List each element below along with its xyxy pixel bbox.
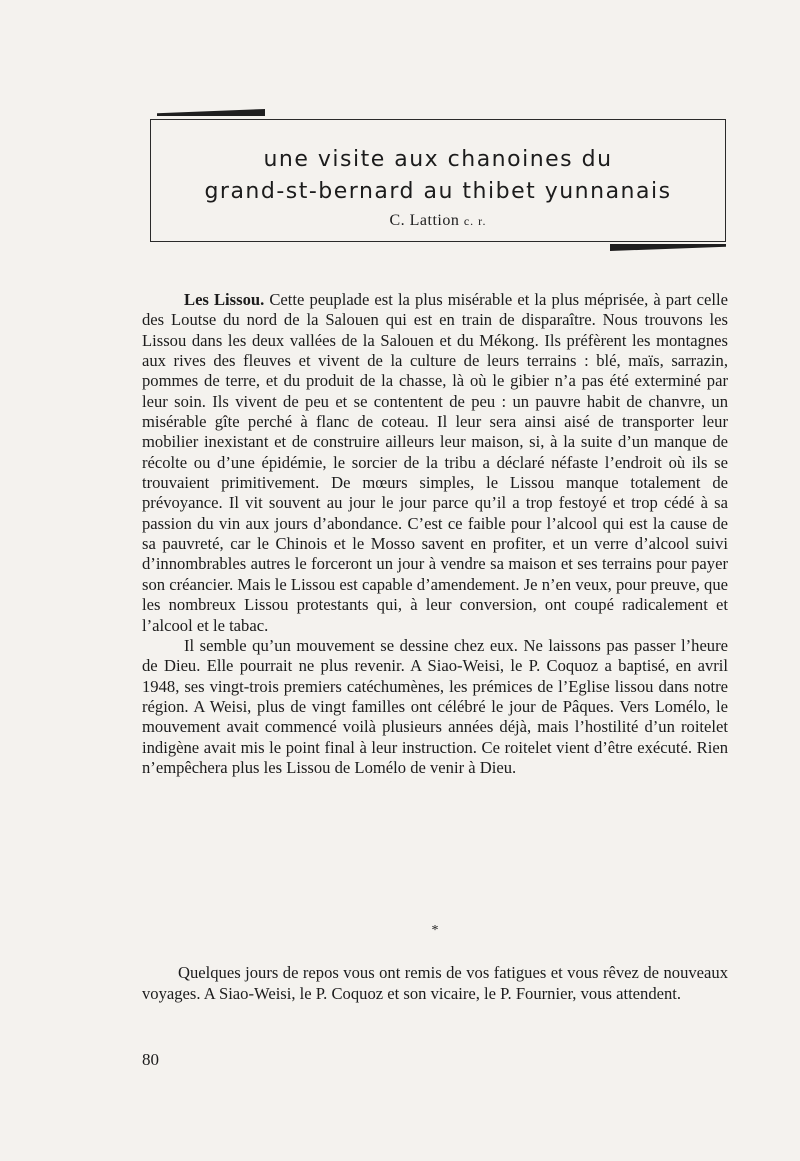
author-name: C. Lattion xyxy=(389,212,460,229)
article-body xyxy=(142,290,728,778)
section-separator: * xyxy=(431,923,439,938)
author-byline xyxy=(151,212,725,230)
paragraph-1-text: Cette peuplade est la plus misérable et la plus méprisée, à part celle des Loutse du nord de la Salouen qui est en train de disparaître. Nous trouvons les Lissou dans les deux vallées de la Salouen et du Mékong. Ils préfèrent les montagnes aux rives des fleuves et vivent de la culture de leurs terrains : blé, maïs, sarrazin, pommes de terre, et du produit de la chasse, là où le gibier n’a pas été exterminé par leur soin. Ils vivent de peu et se contentent de peu : un pauvre habit de chanvre, un misérable gîte perché à flanc de coteau. Il leur sera ainsi aisé de transporter leur mobilier inexistant et de construire ailleurs leur maison, si, à la suite d’un manque de récolte ou d’une épidémie, le sorcier de la tribu a déclaré néfaste l’endroit où ils se trouvaient primitivement. De mœurs simples, le Lissou manque totalement de prévoyance. Il vit souvent au jour le jour parce qu’il a trop festoyé et trop cédé à sa passion du vin aux jours d’abondance. C’est ce faible pour l’alcool qui est la cause de sa pauvreté, car le Chinois et le Mosso savent en profiter, et un verre d’alcool suivi d’innombrables autres le forceront un jour à vendre sa maison et ses terrains pour payer son créancier. Mais le Lissou est capable d’amendement. Je n’en veux, pour preuve, que les nombreux Lissou protestants qui, à leur conversion, ont coupé radicalement et l’alcool et le tabac. xyxy=(142,290,728,635)
paragraph-2: Il semble qu’un mouvement se dessine chez eux. Ne laissons pas passer l’heure de Dieu. Elle pourrait ne plus revenir. A Siao-Weisi, le P. Coquoz a baptisé, en avril 1948, ses vingt-trois premiers catéchumènes, les prémices de l’Eglise lissou dans notre région. A Weisi, plus de vingt familles ont célébré le jour de Pâques. Vers Lomélo, le mouvement avait commencé voilà plusieurs années déjà, mais l’hostilité d’un roitelet indigène avait mis le point final à leur instruction. Ce roitelet vient d’être exécuté. Rien n’empêchera plus les Lissou de Lomélo de venir à Dieu. xyxy=(142,635,728,777)
paragraph-lissou xyxy=(142,290,728,636)
author-suffix: c. r. xyxy=(463,214,487,228)
title-box xyxy=(150,119,726,242)
paragraph-lead: Les Lissou. xyxy=(184,290,265,309)
page-number: 80 xyxy=(142,1050,159,1069)
article-title-line-2: grand-st-bernard au thibet yunnanais xyxy=(204,179,672,204)
article-title-line-1: une visite aux chanoines du xyxy=(263,147,613,172)
paragraph-3: Quelques jours de repos vous ont remis de vos fatigues et vous rêvez de nouveaux voyages. A Siao-Weisi, le P. Coquoz et son vicaire, le P. Fournier, vous attendent. xyxy=(142,963,728,1003)
decorative-bar-top xyxy=(157,109,265,116)
decorative-bar-bottom xyxy=(610,244,726,251)
